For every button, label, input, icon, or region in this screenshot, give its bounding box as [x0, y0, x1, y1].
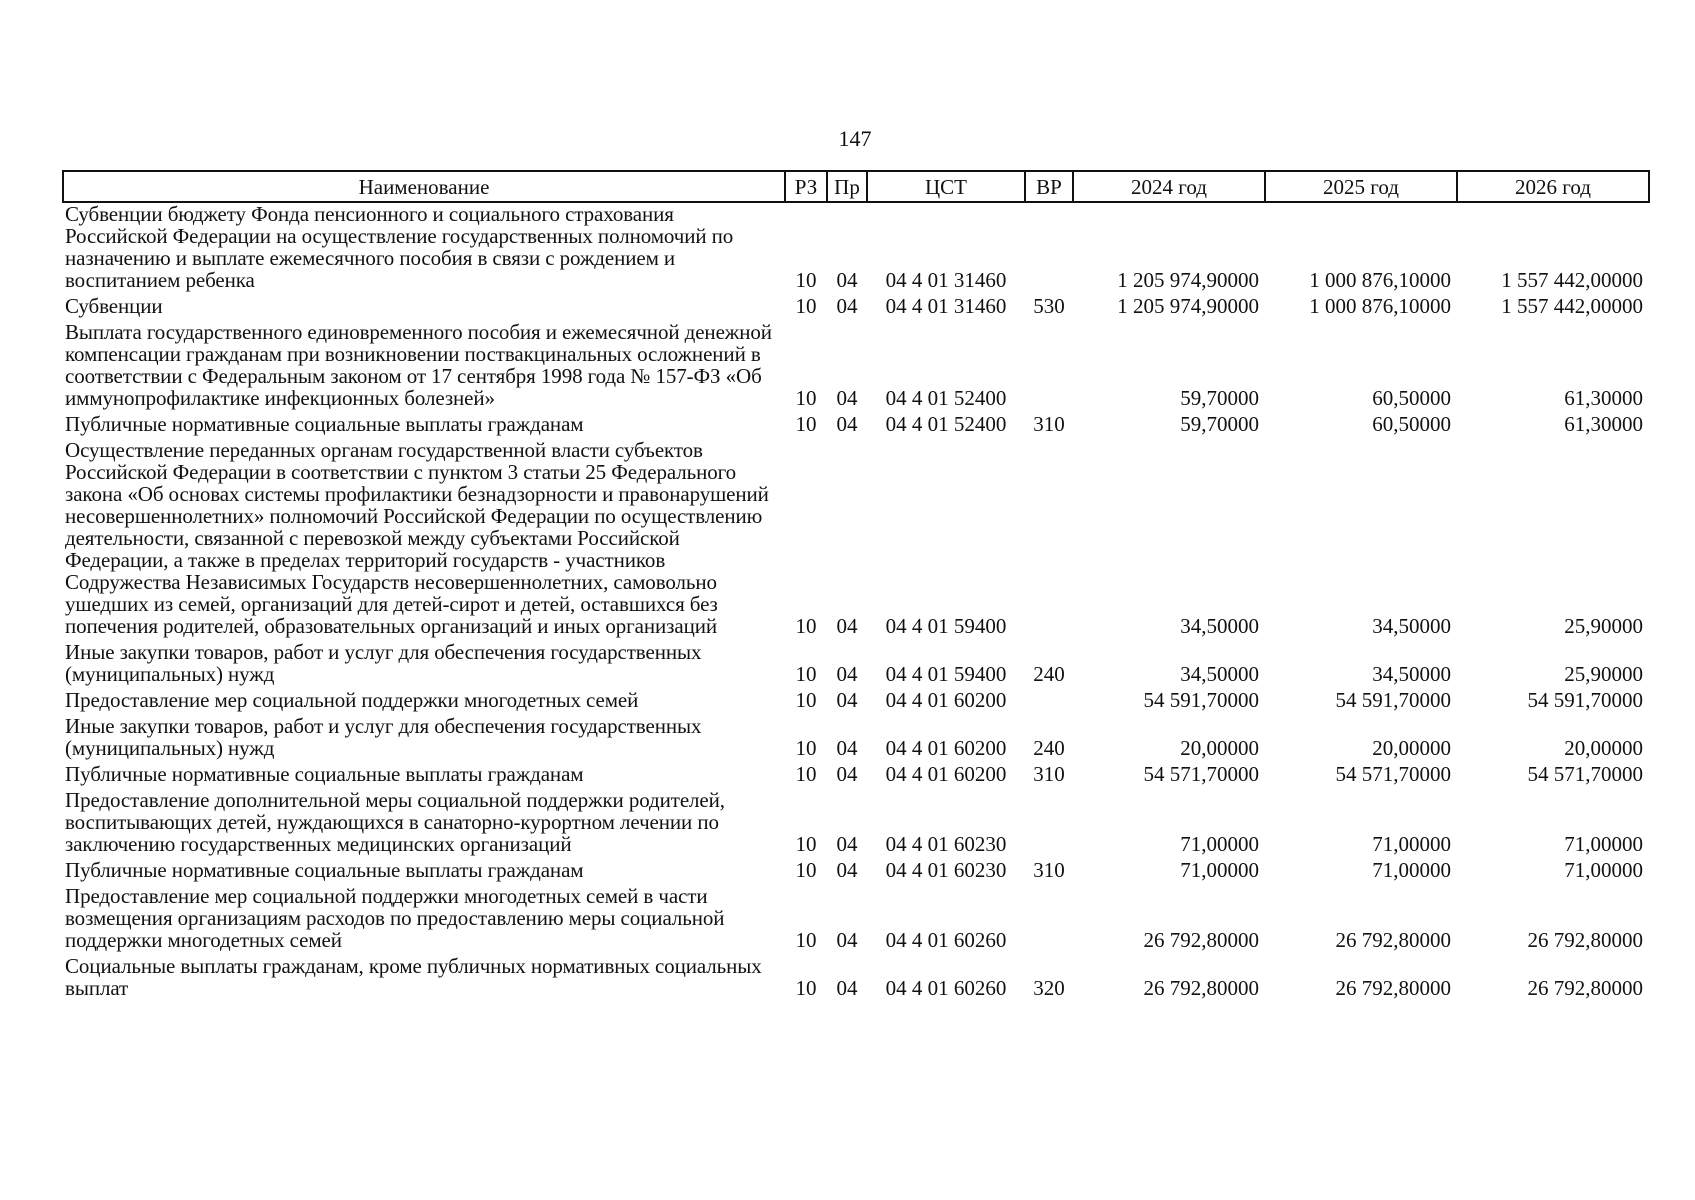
row-pr: 04 — [836, 736, 858, 760]
row-cst: 04 4 01 59400 — [885, 614, 1007, 638]
row-cst: 04 4 01 52400 — [885, 386, 1007, 410]
row-pr: 04 — [836, 614, 858, 638]
row-2025: 34,50000 — [1372, 614, 1451, 638]
row-vr — [1025, 439, 1073, 641]
header-rz: РЗ — [785, 171, 827, 202]
row-2026: 54 571,70000 — [1527, 762, 1643, 786]
row-2025: 1 000 876,10000 — [1309, 294, 1451, 318]
header-pr: Пр — [827, 171, 867, 202]
row-2026: 71,00000 — [1564, 858, 1643, 882]
row-2024: 26 792,80000 — [1143, 976, 1259, 1000]
row-rz: 10 — [795, 268, 817, 292]
table-row — [63, 789, 1649, 859]
row-cst: 04 4 01 31460 — [885, 268, 1007, 292]
row-cst: 04 4 01 31460 — [885, 294, 1007, 318]
row-rz: 10 — [795, 736, 817, 760]
table-header-row — [63, 171, 1649, 202]
row-pr: 04 — [836, 268, 858, 292]
table-row — [63, 321, 1649, 413]
row-cst: 04 4 01 60230 — [885, 858, 1007, 882]
row-2026: 71,00000 — [1564, 832, 1643, 856]
row-cst: 04 4 01 59400 — [885, 662, 1007, 686]
row-2025: 1 000 876,10000 — [1309, 268, 1451, 292]
row-name: Публичные нормативные социальные выплаты гражданам — [65, 412, 584, 436]
table-row — [63, 859, 1649, 885]
row-vr: 310 — [1033, 762, 1065, 786]
row-pr: 04 — [836, 832, 858, 856]
row-2026: 61,30000 — [1564, 386, 1643, 410]
row-pr: 04 — [836, 412, 858, 436]
row-pr: 04 — [836, 688, 858, 712]
row-rz: 10 — [795, 928, 817, 952]
row-2025: 20,00000 — [1372, 736, 1451, 760]
row-2024: 34,50000 — [1180, 614, 1259, 638]
row-name: Предоставление мер социальной поддержки многодетных семей в части возмещения организациям расходов по предоставлению меры социальной поддержки многодетных семей — [65, 884, 725, 952]
row-2026: 1 557 442,00000 — [1501, 268, 1643, 292]
row-vr — [1025, 202, 1073, 295]
row-name: Выплата государственного единовременного пособия и ежемесячной денежной компенсации гражданам при возникновении поствакцинальных осложнений в соответствии с Федеральным законом от 17 сентября 1998 года № 157-ФЗ «Об иммунопрофилактике инфекционных болезней» — [65, 320, 772, 410]
row-vr: 240 — [1033, 662, 1065, 686]
row-2024: 20,00000 — [1180, 736, 1259, 760]
row-vr: 320 — [1033, 976, 1065, 1000]
row-2025: 34,50000 — [1372, 662, 1451, 686]
row-name: Иные закупки товаров, работ и услуг для обеспечения государственных (муниципальных) нужд — [65, 714, 702, 760]
row-2026: 54 591,70000 — [1527, 688, 1643, 712]
row-2026: 1 557 442,00000 — [1501, 294, 1643, 318]
row-2025: 60,50000 — [1372, 386, 1451, 410]
row-vr: 530 — [1033, 294, 1065, 318]
row-name: Публичные нормативные социальные выплаты гражданам — [65, 762, 584, 786]
row-2026: 26 792,80000 — [1527, 928, 1643, 952]
row-cst: 04 4 01 60200 — [885, 688, 1007, 712]
row-pr: 04 — [836, 928, 858, 952]
row-cst: 04 4 01 60260 — [885, 928, 1007, 952]
header-2024: 2024 год — [1073, 171, 1265, 202]
row-rz: 10 — [795, 412, 817, 436]
row-name: Предоставление дополнительной меры социальной поддержки родителей, воспитывающих детей, нуждающихся в санаторно-курортном лечении по заключению государственных медицинских организаций — [65, 788, 725, 856]
row-2026: 20,00000 — [1564, 736, 1643, 760]
row-rz: 10 — [795, 294, 817, 318]
row-2026: 25,90000 — [1564, 662, 1643, 686]
header-2025: 2025 год — [1265, 171, 1457, 202]
row-name: Иные закупки товаров, работ и услуг для обеспечения государственных (муниципальных) нужд — [65, 640, 702, 686]
row-rz: 10 — [795, 662, 817, 686]
row-pr: 04 — [836, 976, 858, 1000]
table-row — [63, 641, 1649, 689]
row-2024: 59,70000 — [1180, 386, 1259, 410]
table-row — [63, 413, 1649, 439]
row-2024: 59,70000 — [1180, 412, 1259, 436]
table-row — [63, 202, 1649, 295]
row-pr: 04 — [836, 294, 858, 318]
row-cst: 04 4 01 60200 — [885, 736, 1007, 760]
row-name: Публичные нормативные социальные выплаты гражданам — [65, 858, 584, 882]
row-vr — [1025, 885, 1073, 955]
row-rz: 10 — [795, 614, 817, 638]
row-rz: 10 — [795, 858, 817, 882]
row-2025: 60,50000 — [1372, 412, 1451, 436]
row-rz: 10 — [795, 976, 817, 1000]
row-name: Субвенции — [65, 294, 163, 318]
budget-table — [62, 170, 1650, 1003]
row-2024: 1 205 974,90000 — [1117, 268, 1259, 292]
row-vr: 310 — [1033, 412, 1065, 436]
row-vr: 310 — [1033, 858, 1065, 882]
row-cst: 04 4 01 60230 — [885, 832, 1007, 856]
table-row — [63, 715, 1649, 763]
row-pr: 04 — [836, 858, 858, 882]
table-row — [63, 763, 1649, 789]
row-2025: 54 571,70000 — [1335, 762, 1451, 786]
row-cst: 04 4 01 60200 — [885, 762, 1007, 786]
row-2024: 71,00000 — [1180, 832, 1259, 856]
row-2025: 54 591,70000 — [1335, 688, 1451, 712]
row-name: Субвенции бюджету Фонда пенсионного и социального страхования Российской Федерации на осуществление государственных полномочий по назначению и выплате ежемесячного пособия в связи с рождением и воспитанием ребенка — [65, 202, 734, 292]
row-pr: 04 — [836, 386, 858, 410]
row-cst: 04 4 01 52400 — [885, 412, 1007, 436]
table-row — [63, 689, 1649, 715]
header-name: Наименование — [63, 171, 785, 202]
row-2026: 61,30000 — [1564, 412, 1643, 436]
row-2024: 54 591,70000 — [1143, 688, 1259, 712]
header-vr: ВР — [1025, 171, 1073, 202]
row-2025: 71,00000 — [1372, 858, 1451, 882]
page-number: 147 — [838, 126, 872, 151]
row-2026: 26 792,80000 — [1527, 976, 1643, 1000]
row-2024: 54 571,70000 — [1143, 762, 1259, 786]
row-2025: 71,00000 — [1372, 832, 1451, 856]
row-rz: 10 — [795, 832, 817, 856]
row-2026: 25,90000 — [1564, 614, 1643, 638]
row-2024: 1 205 974,90000 — [1117, 294, 1259, 318]
table-row — [63, 295, 1649, 321]
row-2024: 71,00000 — [1180, 858, 1259, 882]
row-name: Предоставление мер социальной поддержки многодетных семей — [65, 688, 639, 712]
row-pr: 04 — [836, 762, 858, 786]
row-name: Социальные выплаты гражданам, кроме публичных нормативных социальных выплат — [65, 954, 762, 1000]
table-row — [63, 885, 1649, 955]
row-2025: 26 792,80000 — [1335, 928, 1451, 952]
row-vr: 240 — [1033, 736, 1065, 760]
header-2026: 2026 год — [1457, 171, 1649, 202]
row-rz: 10 — [795, 688, 817, 712]
row-rz: 10 — [795, 386, 817, 410]
table-row — [63, 955, 1649, 1003]
header-cst: ЦСТ — [867, 171, 1025, 202]
row-pr: 04 — [836, 662, 858, 686]
row-vr — [1025, 689, 1073, 715]
table-row — [63, 439, 1649, 641]
row-name: Осуществление переданных органам государственной власти субъектов Российской Федерации в соответствии с пунктом 3 статьи 25 Федерального закона «Об основах системы профилактики безнадзорности и правонарушений несовершеннолетних» полномочий Российской Федерации по осуществлению деятельности, связанной с перевозкой между субъектами Российской Федерации, а также в пределах территорий государств - участников Содружества Независимых Государств несовершеннолетних, самовольно ушедших из семей, организаций для детей-сирот и детей, оставшихся без попечения родителей, образовательных организаций и иных организаций — [65, 438, 769, 638]
row-vr — [1025, 789, 1073, 859]
row-2025: 26 792,80000 — [1335, 976, 1451, 1000]
row-cst: 04 4 01 60260 — [885, 976, 1007, 1000]
row-2024: 34,50000 — [1180, 662, 1259, 686]
row-vr — [1025, 321, 1073, 413]
row-rz: 10 — [795, 762, 817, 786]
row-2024: 26 792,80000 — [1143, 928, 1259, 952]
